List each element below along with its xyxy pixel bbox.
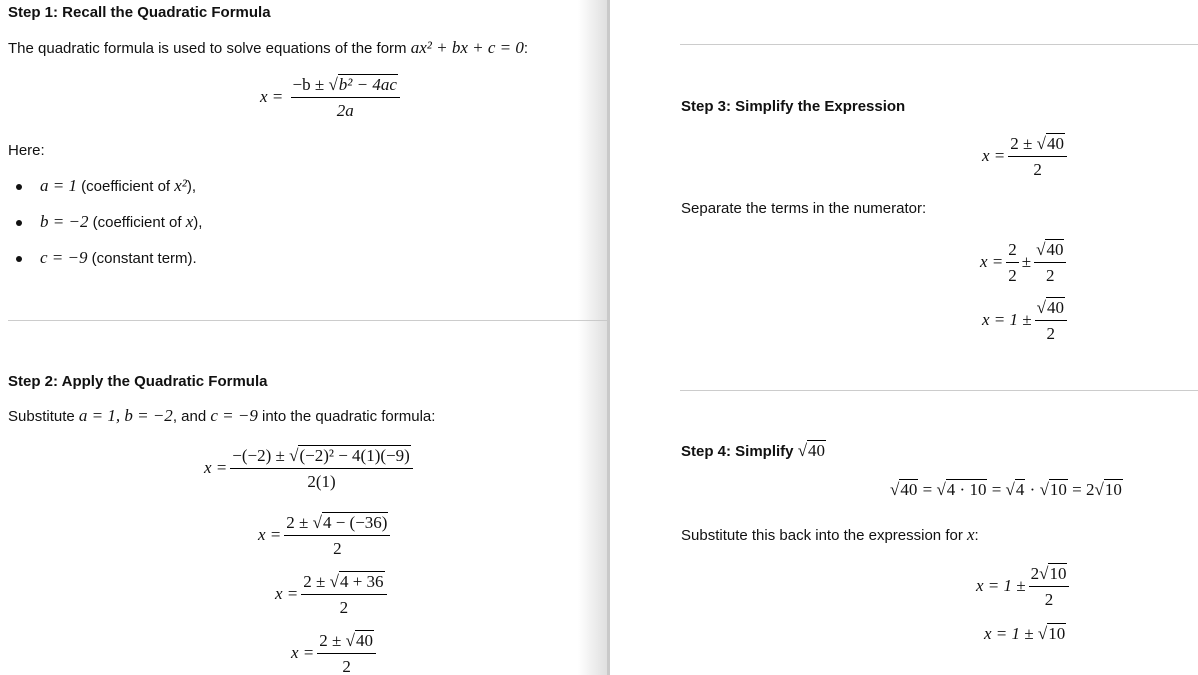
bullet-icon [16,220,22,226]
num-pre: √ [1036,298,1046,317]
num-pre: 2 ± √ [1010,134,1046,153]
radicand: 4 + 36 [339,572,384,591]
radicand: 10 [1048,624,1066,643]
text: into the quadratic formula: [257,408,436,425]
numerator: 2 [1006,240,1019,263]
denominator: 2 [1046,266,1055,285]
intro-math: ax² + bx + c = 0 [410,38,524,57]
fraction [291,75,400,121]
radicand: 40 [900,480,918,499]
lhs: x = [980,251,1004,271]
equation [980,240,1069,286]
bullet-icon [16,256,22,262]
denominator: 2 [1033,160,1042,179]
lhs: x = 1 ± [982,309,1032,329]
math: x [185,212,194,231]
text: Substitute this back into the expression for [681,527,967,544]
math: c = −9 [40,248,88,267]
text: (coefficient of [88,214,186,231]
equation [291,631,379,675]
final-answer [984,624,1066,644]
intro-end: : [523,40,529,57]
operator: = [918,480,937,499]
denominator: 2(1) [307,472,336,491]
num-pre: 2 ± √ [303,572,339,591]
lhs: x = [982,145,1006,165]
denominator: 2 [1046,324,1056,343]
math: x [967,525,975,544]
step4-title [681,441,826,461]
lhs: x = [275,583,299,603]
denominator: 2a [336,101,354,120]
step2-title: Step 2: Apply the Quadratic Formula [8,373,268,390]
bullet-b [40,212,202,232]
radicand: (−2)² − 4(1)(−9) [299,446,410,465]
divider [680,390,1198,391]
bullet-a [40,176,196,196]
num-pre: √ [1036,240,1046,259]
text: (constant term). [87,250,197,267]
math: x² [174,176,187,195]
text: ), [186,178,197,195]
num-pre: 2 ± √ [286,513,322,532]
radicand: 4 · 10 [946,480,987,499]
math: a = 1, b = −2 [78,406,173,425]
equation [204,446,416,492]
text: (coefficient of [76,178,175,195]
lhs: x = [204,457,228,477]
math: b = −2 [40,212,89,231]
radicand: 10 [1049,564,1067,583]
equation [982,298,1070,344]
num-pre: 2√ [1030,564,1049,583]
radicand: 40 [1046,134,1064,153]
math: a = 1 [40,176,77,195]
num-pre: 2 ± √ [319,631,355,650]
sqrt-icon: √ [797,441,808,460]
denominator: 2 [342,657,351,675]
lhs: x = 1 ± √ [984,624,1048,643]
sqrt-icon: 2√ [1086,480,1104,499]
step1-intro [8,38,528,58]
divider [8,320,608,321]
text: ), [193,214,203,231]
bullet-c [40,248,197,268]
operator: = [1067,480,1086,499]
radicand: 40 [808,441,826,460]
text: , and [172,408,211,425]
substitute-text [681,525,979,545]
equation [976,564,1072,610]
right-panel [610,0,1198,675]
sqrt-icon: √ [890,480,900,499]
equation [258,513,393,559]
radicand: 10 [1104,480,1122,499]
radicand: 10 [1049,480,1067,499]
denominator: 2 [339,598,349,617]
num-pre: −(−2) ± √ [232,446,299,465]
text: : [974,527,979,544]
step1-title: Step 1: Recall the Quadratic Formula [8,4,271,21]
here-label: Here: [8,142,45,159]
sqrt-icon: √ [1005,480,1015,499]
math: c = −9 [210,406,258,425]
radicand: b² − 4ac [338,75,397,94]
radicand: 40 [355,631,373,650]
lhs: x = [260,86,284,106]
sqrt-icon: √ [1039,480,1049,499]
operator: = [987,480,1006,499]
bullet-icon [16,184,22,190]
step3-title: Step 3: Simplify the Expression [681,98,906,115]
radicand: 4 [1015,480,1025,499]
step2-intro [8,406,435,426]
equation [982,134,1070,180]
plus-minus: ± [1021,251,1032,271]
sqrt-icon: √ [936,480,946,499]
lhs: x = [291,642,315,662]
denominator: 2 [1008,266,1017,285]
radicand: 40 [1046,298,1064,317]
equation [275,572,390,618]
separate-text: Separate the terms in the numerator: [681,200,927,217]
num-pre: −b ± √ [292,75,338,94]
quadratic-formula [260,75,403,121]
operator: · [1025,480,1040,499]
text: Substitute [8,408,79,425]
denominator: 2 [333,539,342,558]
divider [680,44,1198,45]
radicand: 4 − (−36) [322,513,388,532]
panel-shadow [578,0,608,675]
simplify-chain [890,480,1123,500]
radicand: 40 [1046,240,1064,259]
lhs: x = 1 ± [976,575,1026,595]
title-text: Step 4: Simplify [681,443,798,460]
denominator: 2 [1044,590,1054,609]
intro-text: The quadratic formula is used to solve equations of the form [8,40,411,57]
lhs: x = [258,524,282,544]
